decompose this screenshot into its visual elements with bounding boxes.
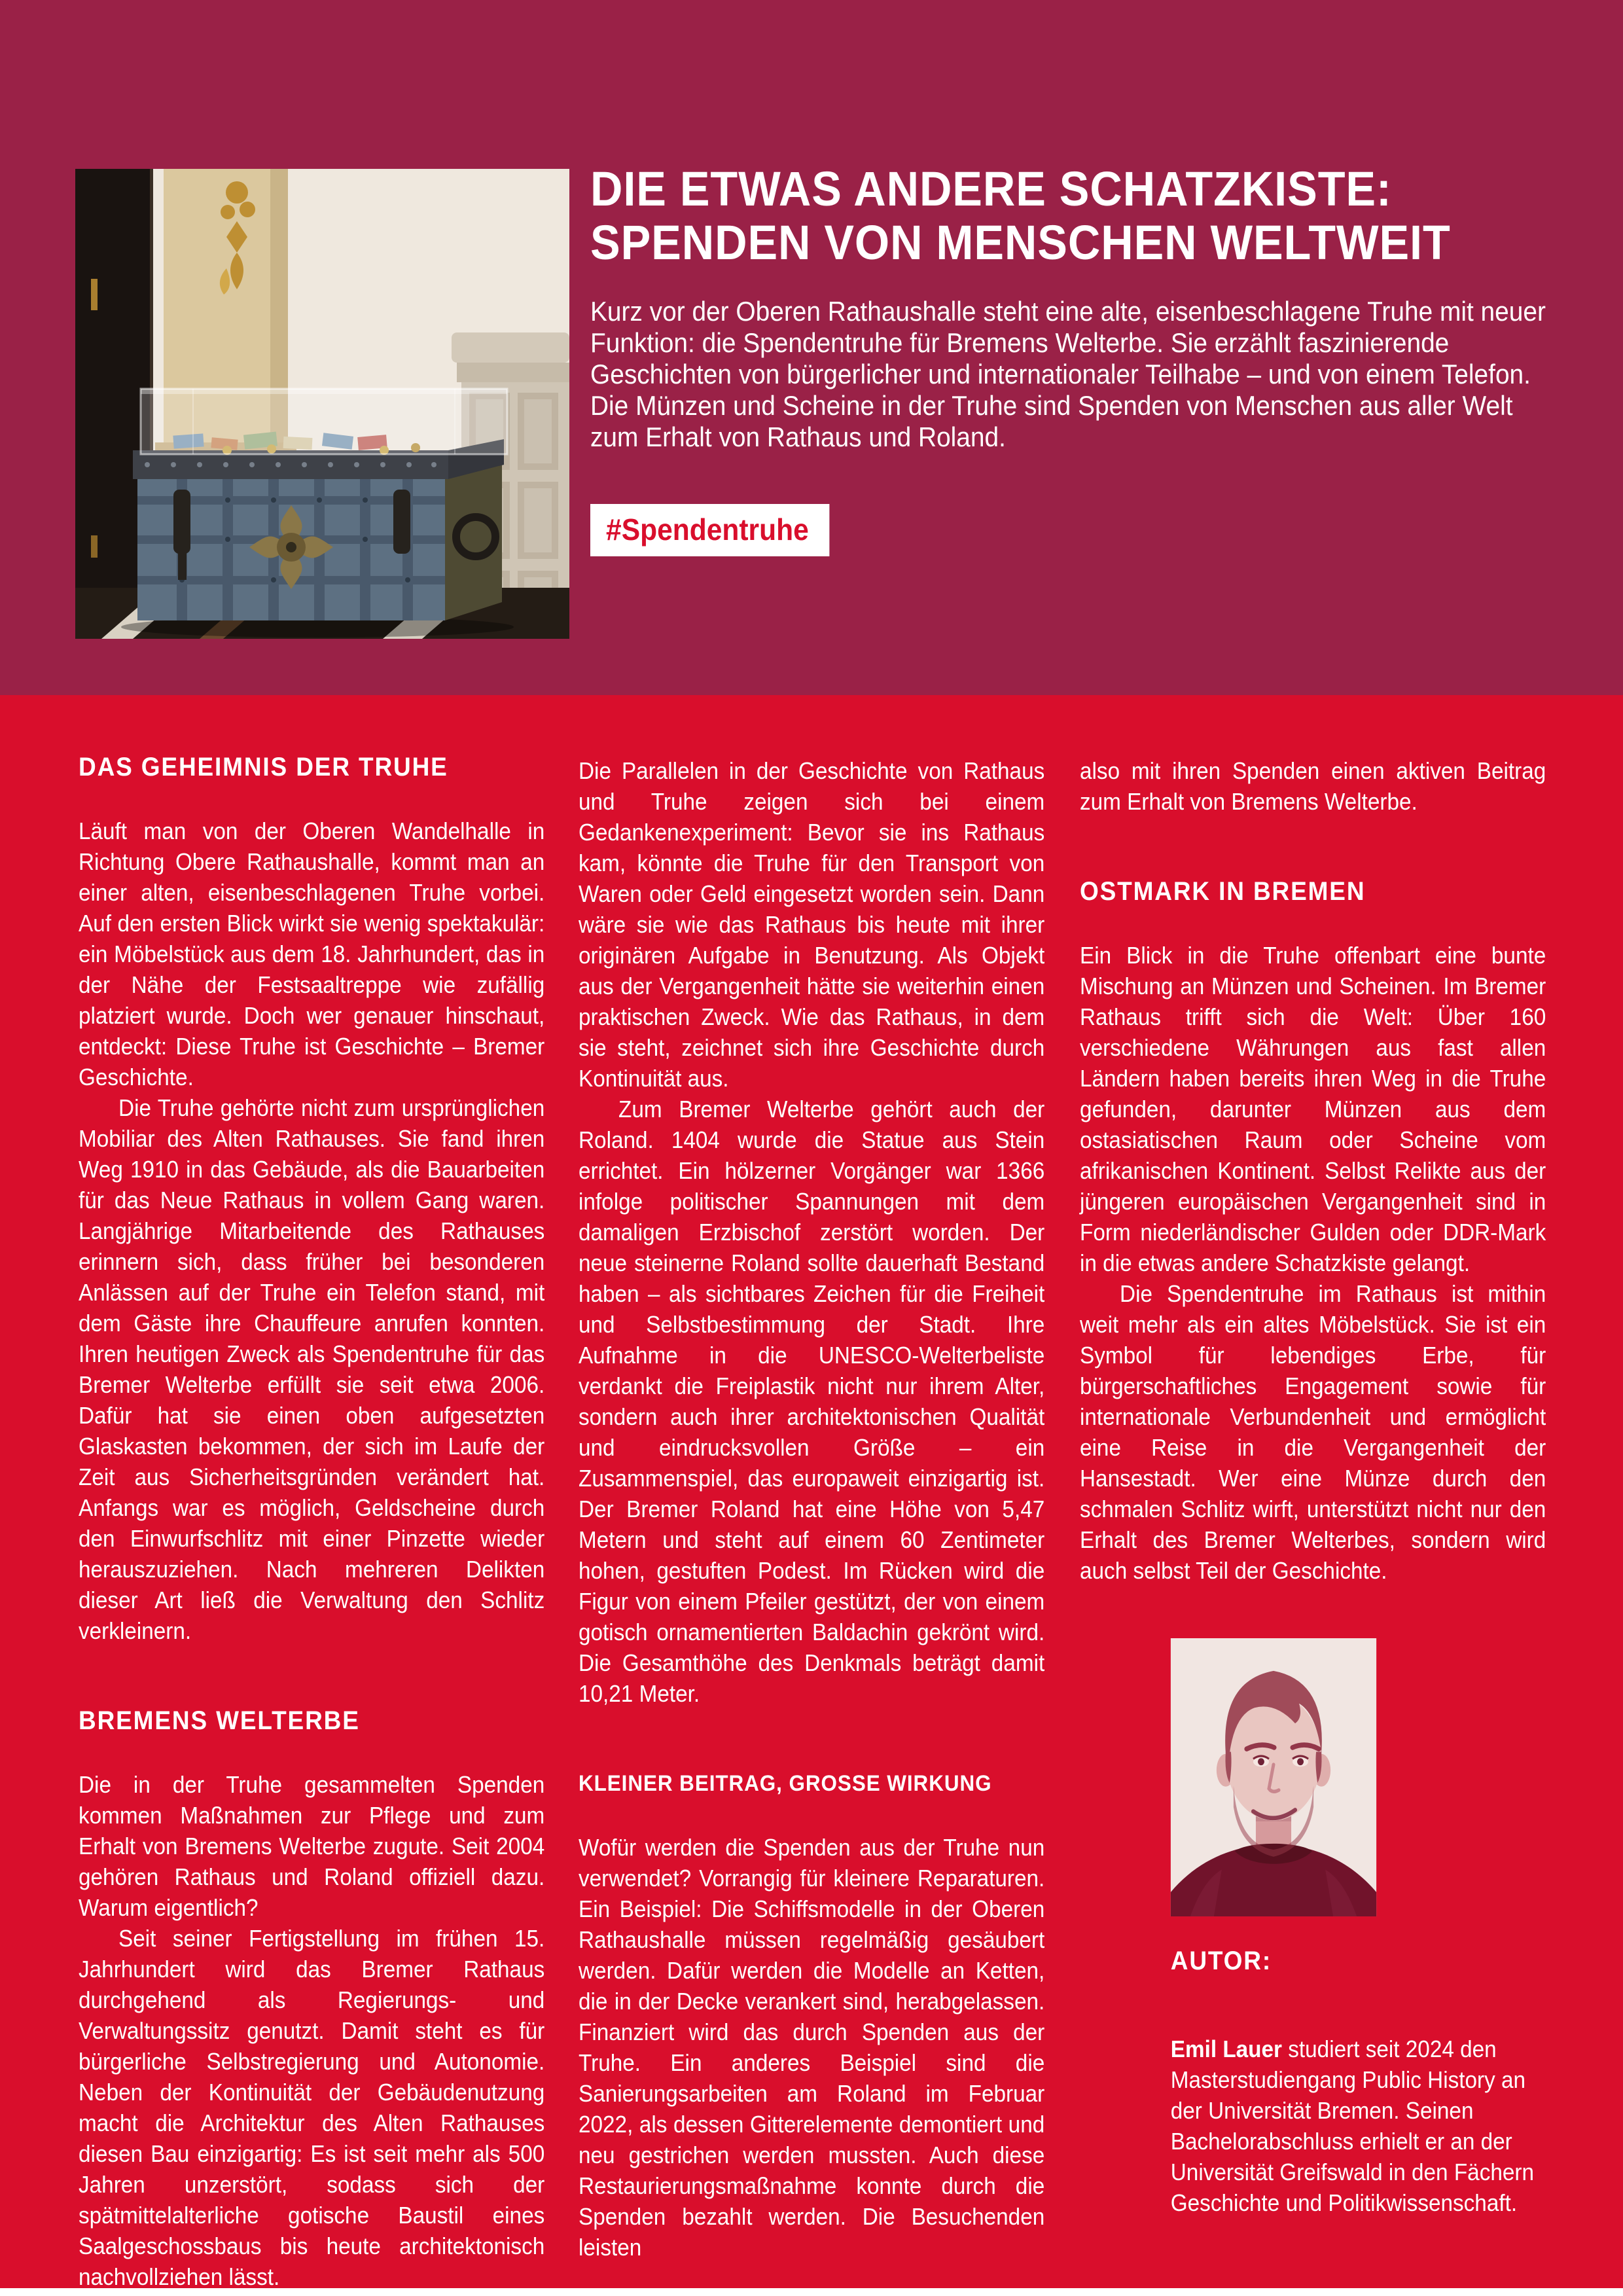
column-1 <box>79 753 544 2292</box>
column-2 <box>579 755 1044 2263</box>
body-paragraph: Ein Blick in die Truhe offenbart eine bunte Mischung an Münzen und Scheinen. Im Bremer Rathaus trifft sich die Welt: Über 160 verschiedene Währungen aus fast allen Ländern haben bereits ihren Weg in die Truhe gefunden, darunter Münzen aus dem ostasiatischen Raum oder Scheine vom afrikanischen Kontinent. Selbst Relikte aus der jüngeren europäischen Vergangenheit sind in Form niederländischer Gulden oder DDR-Mark in die etwas andere Schatzkiste gelangt. <box>1080 942 1546 1276</box>
author-name: Emil Lauer <box>1170 2036 1283 2062</box>
body-paragraph: Seit seiner Fertigstellung im frühen 15. Jahrhundert wird das Bremer Rathaus durchgehend als Regierungs- und Verwaltungssitz genutzt. Damit steht es für bürgerliche Selbstregierung und Autonomie. Neben der Kontinuität der Gebäudenutzung macht die Architektur des Alten Rathauses diesen Bau einzigartig: Es ist seit mehr als 500 Jahren unzerstört, sodass sich der spätmittelalterliche gotische Baustil eines Saalgeschossbaus bis heute architektonisch nachvollziehen lässt. <box>79 1925 545 2290</box>
emil-lauer-portrait <box>1171 1638 1377 1916</box>
author-block <box>1171 1638 1558 2218</box>
section-heading-beitrag: KLEINER BEITRAG, GROSSE WIRKUNG <box>579 1771 992 1796</box>
hashtag-badge-wrap <box>590 504 829 556</box>
body-paragraph: Die Truhe gehörte nicht zum ursprünglichen Mobiliar des Alten Rathauses. Sie fand ihren Weg 1910 in das Gebäude, als die Bauarbeiten für das Neue Rathaus in vollem Gang waren. Langjährige Mitarbeitende des Rathauses erinnern sich, dass früher bei besonderen Anlässen auf der Truhe ein Telefon stand, mit dem Gäste ihre Chauffeure anrufen konnten. Ihren heutigen Zweck als Spendentruhe für das Bremer Welterbe erfüllt sie seit etwa 2006. Dafür hat sie einen oben aufgesetzten Glaskasten bekommen, der sich im Laufe der Zeit aus Sicherheitsgründen verändert hat. Anfangs war es möglich, Geldscheine durch den Einwurfschlitz mit einer Pinzette wieder herauszuziehen. Nach mehreren Delikten dieser Art ließ die Verwaltung den Schlitz verkleinern. <box>79 1094 545 1644</box>
hashtag-badge: #Spendentruhe <box>590 504 829 556</box>
body-paragraph: Die Parallelen in der Geschichte von Rathaus und Truhe zeigen sich bei einem Gedankenexperiment: Bevor sie ins Rathaus kam, könnte die Truhe für den Transport von Waren oder Geld eingesetzt worden sein. Dann wäre sie wie das Rathaus bis heute mit ihrer originären Aufgabe in Benutzung. Als Objekt aus der Vergangenheit hätte sie weiterhin einen praktischen Zweck. Wie das Rathaus, in dem sie steht, zeichnet sich ihre Geschichte durch Kontinuität aus. <box>579 757 1045 1092</box>
column-3 <box>1080 755 1546 2218</box>
page-title <box>590 162 1559 270</box>
author-bio-text: studiert seit 2024 den Masterstudiengang Public History an der Universität Bremen. Seinen Bachelorabschluss erhielt er an der Universität Greifswald in den Fächern Geschichte und Politikwissenschaft. <box>1170 2036 1534 2216</box>
body-paragraph: Zum Bremer Welterbe gehört auch der Roland. 1404 wurde die Statue aus Stein errichtet. Ein hölzerner Vorgänger war 1366 infolge politischer Spannungen mit dem damaligen Erzbischof zerstört worden. Der neue steinerne Roland sollte dauerhaft Bestand haben – als sichtbares Zeichen für die Freiheit und Selbstbestimmung der Stadt. Ihre Aufnahme in die UNESCO-Welterbeliste verdankt die Freiplastik nicht nur ihrem Alter, sondern auch ihrer architektonischen Qualität und eindrucksvollen Größe – ein Zusammenspiel, das europaweit einzigartig ist. Der Bremer Roland hat eine Höhe von 5,47 Metern und steht auf einem 60 Zentimeter hohen, gestuften Podest. Im Rücken wird die Figur von einem Pfeiler gestützt, der von einem gotisch ornamentierten Baldachin gekrönt wird. Die Gesamthöhe des Denkmals beträgt damit 10,21 Meter. <box>579 1096 1045 1707</box>
body-paragraph: Die Spendentruhe im Rathaus ist mithin weit mehr als ein altes Möbelstück. Sie ist ein Symbol für lebendiges Erbe, für bürgerschaftliches Engagement sowie für internationale Verbundenheit und ermöglicht eine Reise in die Vergangenheit der Hansestadt. Wer eine Münze durch den schmalen Schlitz wirft, unterstützt nicht nur den Erhalt des Bremer Welterbes, sondern wird auch selbst Teil der Geschichte. <box>1080 1280 1546 1584</box>
author-bio <box>1171 2034 1558 2218</box>
body-paragraph: Wofür werden die Spenden aus der Truhe nun verwendet? Vorrangig für kleinere Reparaturen. Ein Beispiel: Die Schiffsmodelle in der Oberen Rathaushalle müssen regelmäßig gesäubert werden. Dafür werden die Modelle an Ketten, die in der Decke verankert sind, herabgelassen. Finanziert wird das durch Spenden aus der Truhe. Ein anderes Beispiel sind die Sanierungsarbeiten am Roland im Februar 2022, als dessen Gitterelemente demontiert und neu gestrichen werden mussten. Auch diese Restaurierungsmaßnahme konnte durch die Spenden bezahlt werden. Die Besuchenden leisten <box>579 1834 1045 2261</box>
title-line-1: DIE ETWAS ANDERE SCHATZKISTE: <box>590 162 1392 216</box>
donation-chest <box>133 389 507 620</box>
intro-paragraph: Kurz vor der Oberen Rathaushalle steht eine alte, eisenbeschlagene Truhe mit neuer Funktion: die Spendentruhe für Bremens Welterbe. Sie erzählt faszinierende Geschichten von bürgerlicher und internationaler Teilhabe – und von einem Telefon. Die Münzen und Scheine in der Truhe sind Spenden von Menschen aus aller Welt zum Erhalt von Rathaus und Roland. <box>590 296 1546 452</box>
spendentruhe-chest-photo <box>75 169 569 639</box>
author-label: AUTOR: <box>1170 1946 1272 1975</box>
body-paragraph: Die in der Truhe gesammelten Spenden kommen Maßnahmen zur Pflege und zum Erhalt von Bremens Welterbe zugute. Seit 2004 gehören Rathaus und Roland offiziell dazu. Warum eigentlich? <box>79 1771 545 1921</box>
body-paragraph: also mit ihren Spenden einen aktiven Beitrag zum Erhalt von Bremens Welterbe. <box>1080 757 1546 815</box>
section-heading-geheimnis: DAS GEHEIMNIS DER TRUHE <box>79 753 448 781</box>
section-heading-welterbe: BREMENS WELTERBE <box>79 1706 360 1735</box>
body-paragraph: Läuft man von der Oberen Wandelhalle in Richtung Obere Rathaushalle, kommt man an einer alten, eisenbeschlagenen Truhe vorbei. Auf den ersten Blick wirkt sie wenig spektakulär: ein Möbelstück aus dem 18. Jahrhundert, das in der Nähe der Festsaaltreppe wie zufällig platziert wurde. Doch wer genauer hinschaut, entdeckt: Diese Truhe ist Geschichte – Bremer Geschichte. <box>79 817 545 1090</box>
title-line-2: SPENDEN VON MENSCHEN WELTWEIT <box>590 215 1451 270</box>
section-heading-ostmark: OSTMARK IN BREMEN <box>1080 877 1366 906</box>
